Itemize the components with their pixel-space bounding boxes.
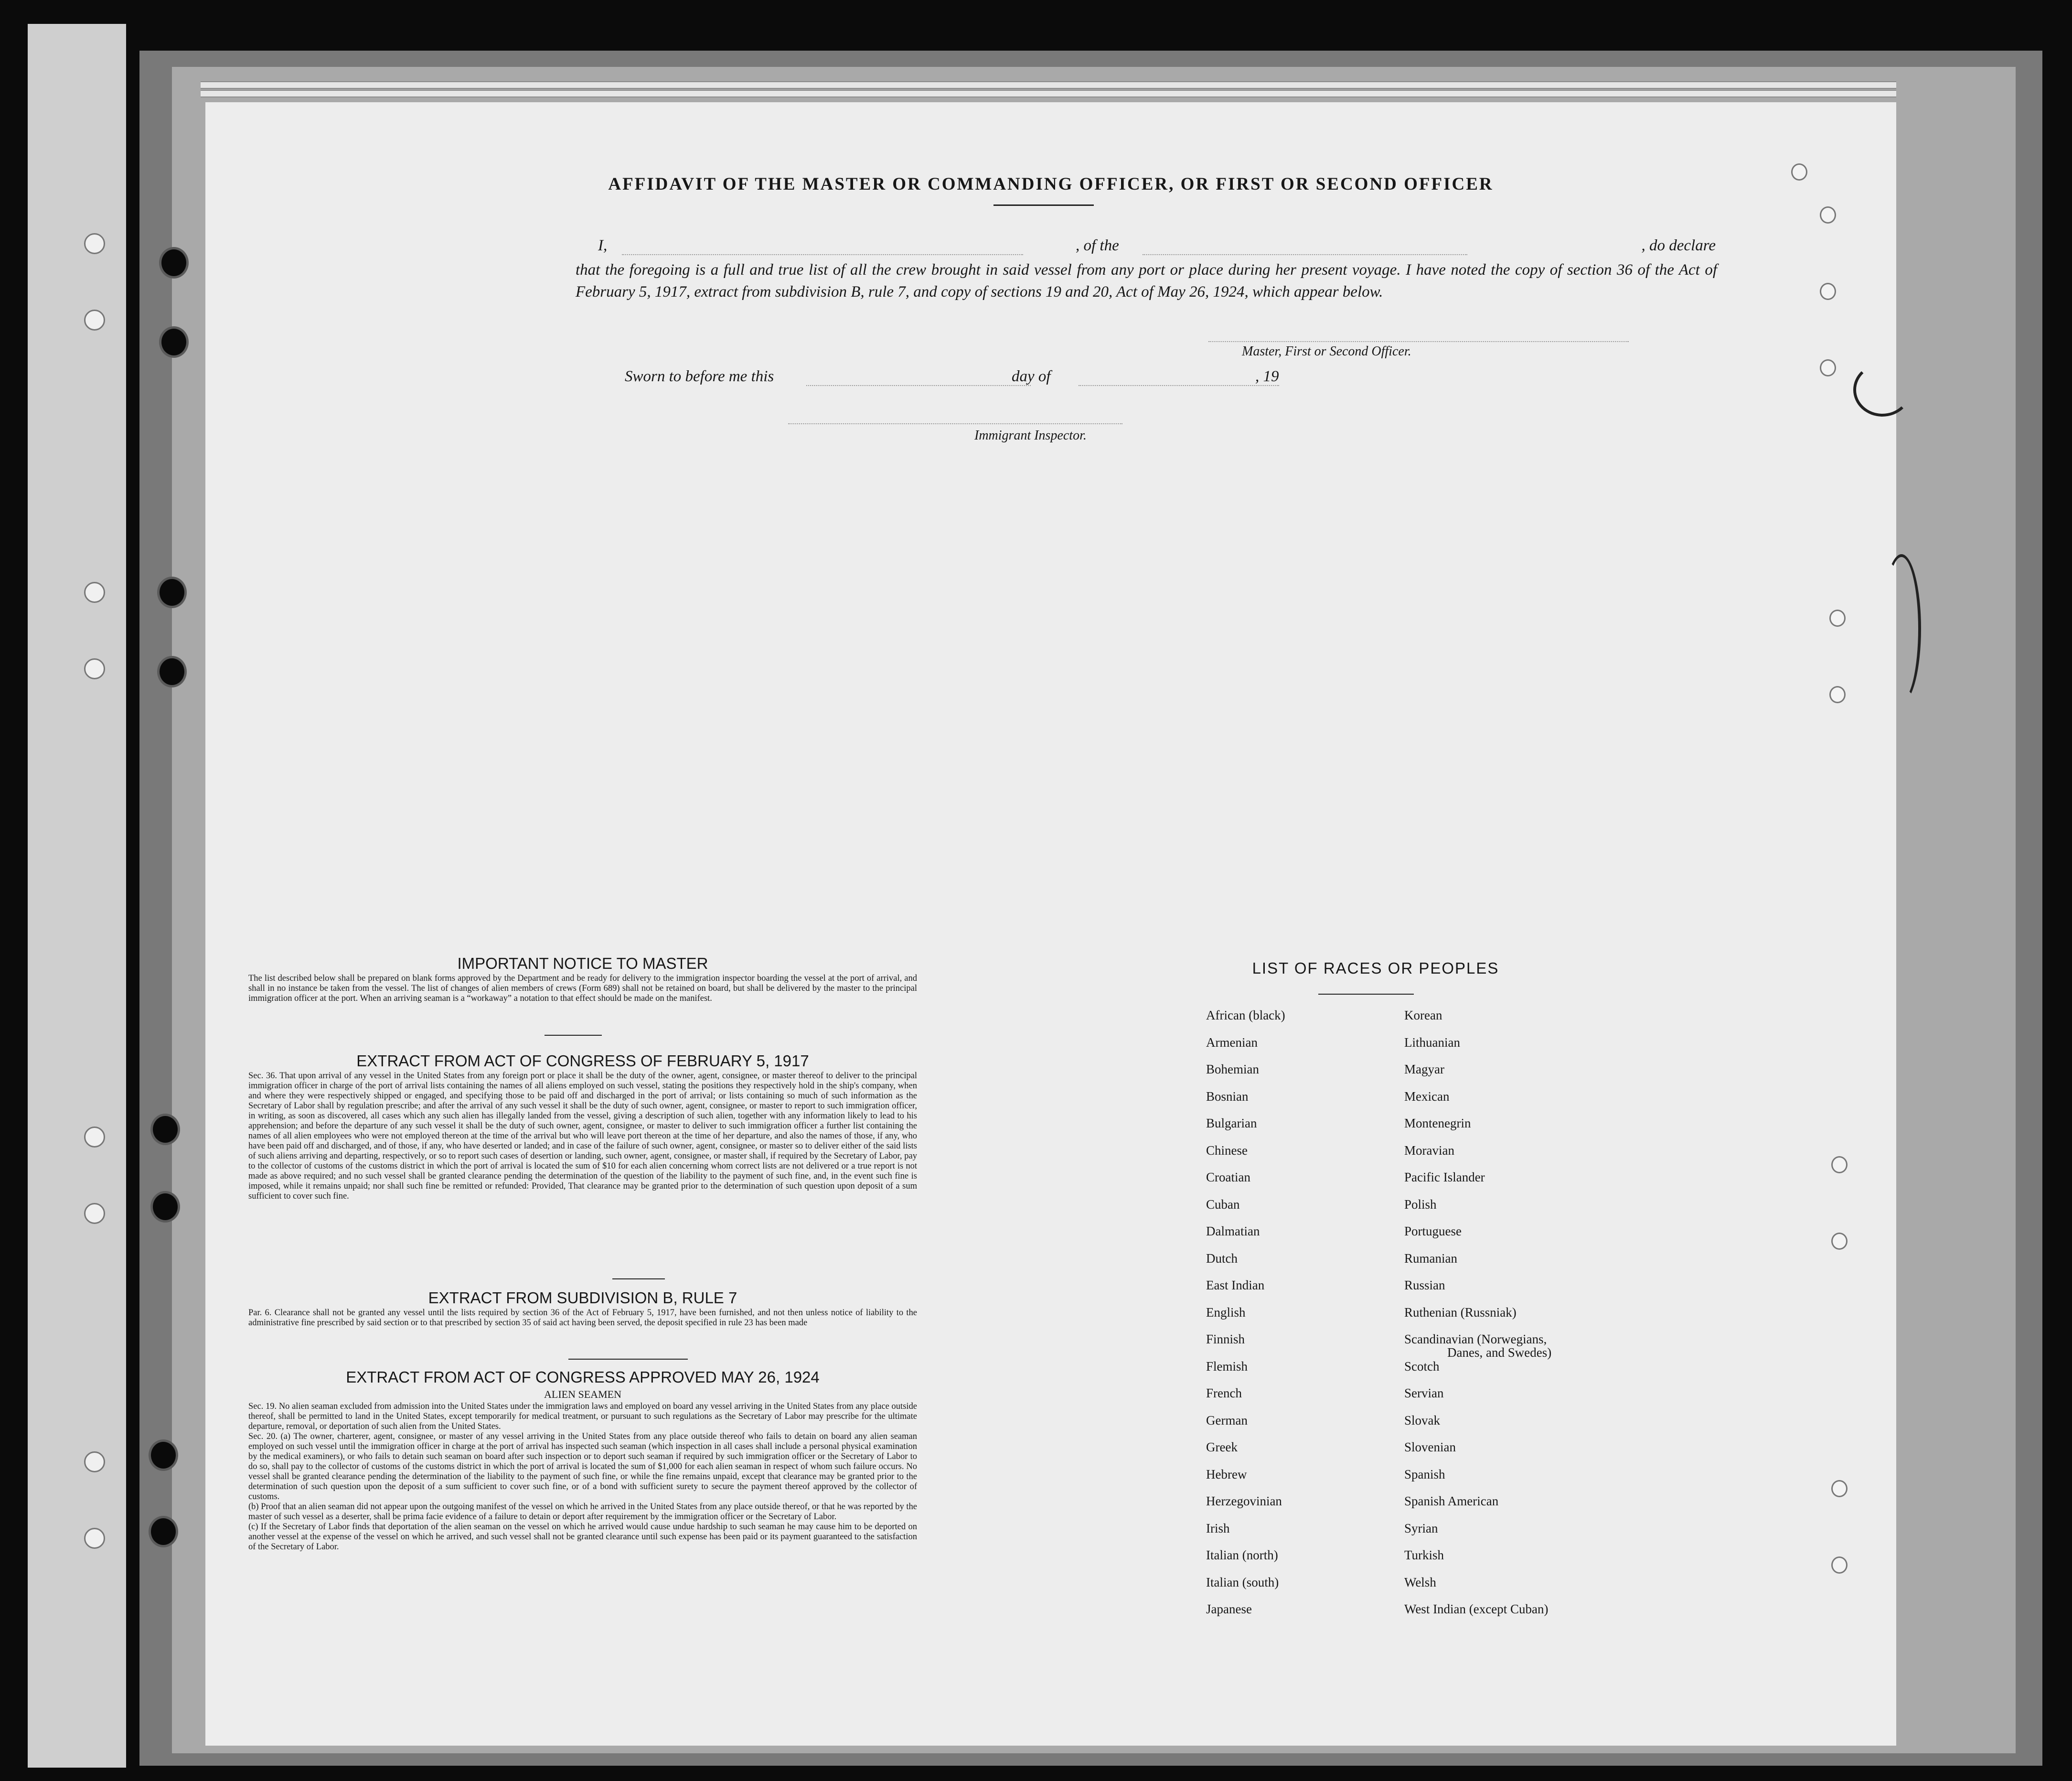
page-hole: [1831, 1156, 1848, 1173]
sworn-line: [625, 368, 1303, 390]
race-item: Magyar: [1404, 1062, 1444, 1076]
binding-hole: [161, 249, 186, 276]
race-item: French: [1206, 1386, 1242, 1400]
i-label: I,: [598, 237, 608, 254]
race-item: Portuguese: [1404, 1224, 1462, 1238]
sec20a-text: Sec. 20. (a) The owner, charterer, agent, consignee, or master of any vessel arriving in the United States from any place outside thereof who fails to detain on board any alien seaman employed on such vessel until the immigration officer in charge at the port of arrival has inspected such seaman (which inspection in all cases shall include a personal physical examination by the medical examiners), or who fails to detain such seaman on board after such inspection or to deport such seaman if required by such immigration officer or the Secretary of Labor to do so, shall pay to the collector of customs of the customs district in which the port of arrival is located the sum of $1,000 for each alien seaman in respect of whom such failure occurs. No vessel shall be granted clearance pending the determination of the liability to the payment of such fine, or while the fine remains unpaid, except that clearance may be granted prior to the determination of such question upon the deposit of a sum sufficient to cover such fine, or of a bond with sufficient surety to secure the payment thereof approved by the collector of customs.: [248, 1432, 917, 1502]
race-item: Spanish: [1404, 1467, 1445, 1481]
race-item: West Indian (except Cuban): [1404, 1602, 1549, 1616]
section-rule: [568, 1359, 688, 1360]
race-item: English: [1206, 1305, 1246, 1320]
race-item: Lithuanian: [1404, 1035, 1460, 1050]
strip-hole: [84, 1203, 105, 1224]
race-item: Moravian: [1404, 1143, 1454, 1158]
sworn-label: Sworn to before me this: [625, 368, 774, 385]
manifest-page: [205, 102, 1896, 1746]
race-item: Italian (south): [1206, 1575, 1279, 1589]
page-hole: [1820, 206, 1836, 224]
notice-title: IMPORTANT NOTICE TO MASTER: [457, 955, 708, 972]
page-hole: [1829, 686, 1846, 703]
race-item: German: [1206, 1413, 1248, 1427]
race-item: Bohemian: [1206, 1062, 1259, 1076]
name-field: [622, 254, 1023, 255]
sec20c-text: (c) If the Secretary of Labor finds that deportation of the alien seaman on the vessel on which he arrived would cause undue hardship to such seaman he may cause him to be deported on another vessel at the expense of the vessel on which he arrived, and such vessel shall not be granted clearance until such expense has been paid or its payment guaranteed to the satisfaction of the Secretary of Labor.: [248, 1522, 917, 1552]
race-item: Italian (north): [1206, 1548, 1278, 1562]
strip-hole: [84, 310, 105, 331]
page-hole: [1831, 1480, 1848, 1497]
strip-hole: [84, 1528, 105, 1549]
race-item: Russian: [1404, 1278, 1445, 1292]
binder-strip: [28, 24, 126, 1768]
race-item: Chinese: [1206, 1143, 1248, 1158]
race-item: Rumanian: [1404, 1251, 1457, 1266]
extract-1924-title: EXTRACT FROM ACT OF CONGRESS APPROVED MAY 26, 1924: [346, 1368, 820, 1386]
race-item: Bosnian: [1206, 1089, 1249, 1104]
race-item: Mexican: [1404, 1089, 1450, 1104]
race-item: Slovenian: [1404, 1440, 1456, 1454]
races-title: LIST OF RACES OR PEOPLES: [1252, 959, 1499, 977]
title-rule: [993, 204, 1094, 206]
races-rule: [1318, 994, 1414, 995]
affidavit-declaration-line: [598, 237, 1716, 259]
extract-1924-body: [248, 1402, 917, 1552]
race-item: Hebrew: [1206, 1467, 1247, 1481]
sheet-edge: [201, 90, 1896, 97]
race-item: Japanese: [1206, 1602, 1252, 1616]
page-hole: [1791, 163, 1807, 181]
race-item: Greek: [1206, 1440, 1238, 1454]
notice-body: The list described below shall be prepared on blank forms approved by the Department and be ready for delivery to the immigration inspector boarding the vessel at the port of arrival, and shall in no instance be taken from the vessel. The list of changes of alien members of crews (Form 689) shall not be retained on board, but shall be delivered by the master to the principal immigration officer at the port. When an arriving seaman is a “workaway” a notation to that effect should be made on the manifest.: [248, 974, 917, 1003]
of-the-label: , of the: [1076, 237, 1119, 254]
strip-hole: [84, 1451, 105, 1472]
race-item: Slovak: [1404, 1413, 1441, 1427]
sworn-day-field: [806, 385, 1031, 386]
binding-hole: [153, 1193, 178, 1220]
strip-hole: [84, 233, 105, 254]
race-item: Herzegovinian: [1206, 1494, 1282, 1508]
master-signature-label: Master, First or Second Officer.: [1242, 344, 1411, 359]
day-of-label: day of: [1012, 368, 1051, 385]
page-hole: [1829, 610, 1846, 627]
race-item: Cuban: [1206, 1197, 1240, 1212]
race-item: Syrian: [1404, 1521, 1438, 1535]
binding-hole: [151, 1442, 176, 1469]
extract-1917-title: EXTRACT FROM ACT OF CONGRESS OF FEBRUARY 5, 1917: [356, 1052, 809, 1070]
do-declare-label: , do declare: [1641, 237, 1716, 254]
vessel-field: [1143, 254, 1467, 255]
affidavit-title: AFFIDAVIT OF THE MASTER OR COMMANDING OFFICER, OR FIRST OR SECOND OFFICER: [608, 174, 1494, 194]
page-hole: [1831, 1556, 1848, 1574]
sec19-text: Sec. 19. No alien seaman excluded from admission into the United States under the immigration laws and employed on board any vessel arriving in the United States from any place outside thereof, shall be permitted to land in the United States, except temporarily for medical treatment, or pursuant to such regulations as the Secretary of Labor may prescribe for the ultimate departure, removal, or deportation of such alien from the United States.: [248, 1402, 917, 1431]
race-item: Finnish: [1206, 1332, 1245, 1346]
year-label: , 19: [1255, 368, 1279, 385]
race-item: Servian: [1404, 1386, 1444, 1400]
race-item: Bulgarian: [1206, 1116, 1257, 1130]
race-item: Welsh: [1404, 1575, 1436, 1589]
race-item: Dutch: [1206, 1251, 1238, 1266]
race-item: Irish: [1206, 1521, 1230, 1535]
race-item: Croatian: [1206, 1170, 1250, 1184]
binding-hole: [161, 329, 186, 355]
strip-hole: [84, 1127, 105, 1148]
section-rule: [545, 1035, 602, 1036]
sheet-edge: [201, 81, 1896, 89]
race-item: Spanish American: [1404, 1494, 1499, 1508]
race-item: Danes, and Swedes): [1447, 1345, 1552, 1360]
race-item: Armenian: [1206, 1035, 1258, 1050]
race-item: Scandinavian (Norwegians,: [1404, 1332, 1547, 1346]
pen-mark: [1882, 554, 1921, 703]
race-item: Ruthenian (Russniak): [1404, 1305, 1517, 1320]
binding-hole: [153, 1116, 178, 1143]
race-item: African (black): [1206, 1008, 1285, 1022]
strip-hole: [84, 582, 105, 603]
sec20b-text: (b) Proof that an alien seaman did not appear upon the outgoing manifest of the vessel on which he arrived in the United States from any place outside thereof, or that he was reported by the master of such vessel as a deserter, shall be prima facie evidence of a failure to detain or deport after requirement by the immigration officer or the Secretary of Labor.: [248, 1502, 917, 1522]
master-signature-field: [1208, 341, 1629, 342]
race-item: East Indian: [1206, 1278, 1265, 1292]
extract-1924-subtitle: ALIEN SEAMEN: [544, 1388, 621, 1400]
binding-hole: [160, 658, 184, 685]
extract-1917-body: Sec. 36. That upon arrival of any vessel in the United States from any foreign port or place it shall be the duty of the owner, agent, consignee, or master thereof to deliver to the principal immigration officer in charge of the port of arrival lists containing the names of all aliens employed on such vessel, stating the positions they respectively hold in the ship's company, when and where they were respectively shipped or engaged, and specifying those to be paid off and discharged in the port of arrival; or lists containing so much of such information as the Secretary of Labor shall by regulation prescribe; and after the arrival of any such vessel it shall be the duty of such owner, agent, consignee, or master to report to such immigration officer, in writing, as soon as discovered, all cases which any such alien has illegally landed from the vessel, giving a description of such alien, together with any information likely to lead to his apprehension; and before the departure of any such vessel it shall be the duty of such owner, agent, consignee, or master to deliver to such immigration officer a further list containing the names of all alien employees who were not employed thereon at the time of the arrival but who will leave port thereon at the time of her departure, and also the names of those, if any, who have been paid off and discharged, and of those, if any, who have deserted or landed; and in case of the failure of such owner, agent, consignee, or master so to deliver either of the said lists of such aliens arriving and departing, respectively, or so to report such cases of desertion or landing, such owner, agent, consignee, or master shall, if required by the Secretary of Labor, pay to the collector of customs of the customs district in which the port of arrival is located the sum of $10 for each alien concerning whom correct lists are not delivered or a true report is not made as above required; and no such vessel shall be granted clearance pending the determination of the question of the liability to the payment of such fine, and, in the event such fine is imposed, while it remains unpaid; nor shall such fine be remitted or refunded: Provided, That clearance may be granted prior to the determination of such question upon deposit of a sum sufficient to cover such fine.: [248, 1071, 917, 1201]
page-hole: [1820, 359, 1836, 376]
binding-hole: [151, 1518, 176, 1545]
race-item: Flemish: [1206, 1359, 1248, 1373]
page-hole: [1820, 283, 1836, 300]
inspector-label: Immigrant Inspector.: [974, 428, 1087, 443]
inspector-signature-field: [788, 423, 1122, 424]
race-item: Korean: [1404, 1008, 1442, 1022]
sworn-month-field: [1079, 385, 1279, 386]
binding-hole: [160, 579, 184, 606]
page-hole: [1831, 1233, 1848, 1250]
rule7-body: Par. 6. Clearance shall not be granted any vessel until the lists required by section 36 of the Act of February 5, 1917, have been furnished, and not then unless notice of liability to the administrative fine prescribed by said section or to that prescribed by section 35 of said act having been served, the deposit specified in rule 23 has been made: [248, 1308, 917, 1328]
race-item: Dalmatian: [1206, 1224, 1260, 1238]
race-item: Montenegrin: [1404, 1116, 1471, 1130]
affidavit-body: that the foregoing is a full and true list of all the crew brought in said vessel from any port or place during her present voyage. I have noted the copy of section 36 of the Act of February 5, 1917, extract from subdivision B, rule 7, and copy of sections 19 and 20, Act of May 26, 1924, which appear below.: [576, 261, 1717, 300]
race-item: Scotch: [1404, 1359, 1440, 1373]
race-item: Polish: [1404, 1197, 1437, 1212]
strip-hole: [84, 658, 105, 679]
rule7-title: EXTRACT FROM SUBDIVISION B, RULE 7: [428, 1289, 737, 1307]
race-item: Turkish: [1404, 1548, 1444, 1562]
race-item: Pacific Islander: [1404, 1170, 1485, 1184]
section-rule: [612, 1278, 665, 1279]
pen-mark: [1853, 363, 1912, 417]
